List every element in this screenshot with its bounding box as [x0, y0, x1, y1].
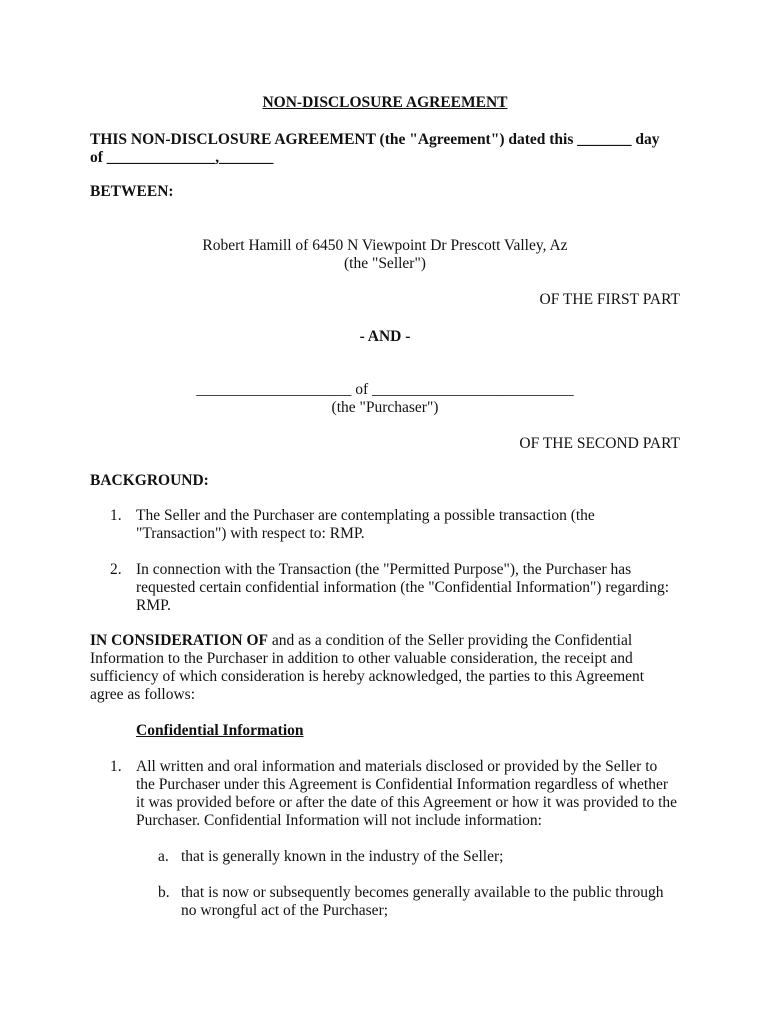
intro-line-1: THIS NON-DISCLOSURE AGREEMENT (the "Agreement") dated this _______ day — [90, 131, 660, 148]
purchaser-blank-line: ____________________ of __________________________ — [196, 381, 574, 398]
second-part-label: OF THE SECOND PART — [519, 435, 680, 452]
item-number: 1. — [110, 758, 122, 775]
item-text: All written and oral information and materials disclosed or provided by the Seller to the Purchaser under this Agreement is Confidential Information regardless of whether it was provided before or after the date of this Agreement or how it was provided to the Purchaser. Confidential Information will not include information: — [136, 758, 678, 829]
seller-designation: (the "Seller") — [344, 255, 426, 272]
seller-party — [0, 237, 770, 273]
background-heading: BACKGROUND: — [90, 472, 209, 489]
agreement-intro — [90, 131, 690, 167]
sub-item-letter: a. — [158, 848, 169, 865]
item-number: 1. — [110, 507, 122, 524]
purchaser-designation: (the "Purchaser") — [331, 399, 439, 416]
consideration-paragraph — [90, 632, 680, 704]
confidential-item — [90, 758, 680, 830]
background-item — [90, 561, 680, 615]
item-text: The Seller and the Purchaser are contemplating a possible transaction (the "Transaction") with respect to: RMP. — [136, 507, 595, 542]
document-title: NON-DISCLOSURE AGREEMENT — [262, 94, 508, 111]
purchaser-party — [0, 381, 770, 417]
sub-item-text: that is generally known in the industry of the Seller; — [181, 848, 504, 865]
confidential-information-heading: Confidential Information — [136, 722, 304, 739]
seller-name-address: Robert Hamill of 6450 N Viewpoint Dr Prescott Valley, Az — [202, 237, 568, 254]
and-separator: - AND - — [359, 328, 411, 345]
sub-item-text: that is now or subsequently becomes generally available to the public through no wrongful act of the Purchaser; — [181, 884, 664, 919]
consideration-lead: IN CONSIDERATION OF — [90, 632, 268, 649]
first-part-label: OF THE FIRST PART — [539, 291, 680, 308]
background-item — [90, 507, 680, 543]
intro-line-2: of ______________,_______ — [90, 149, 274, 166]
item-number: 2. — [110, 561, 122, 578]
consideration-text: and as a condition of the Seller providing the Confidential Information to the Purchaser in addition to other valuable consideration, the receipt and sufficiency of which consideration is hereby acknowledged, the parties to this Agreement agree as follows: — [90, 632, 645, 703]
sub-item-letter: b. — [158, 884, 170, 901]
between-label: BETWEEN: — [90, 183, 174, 200]
sub-item — [136, 884, 680, 920]
sub-item — [136, 848, 680, 866]
item-text: In connection with the Transaction (the "Permitted Purpose"), the Purchaser has requested certain confidential information (the "Confidential Information") regarding: RMP. — [136, 561, 670, 614]
